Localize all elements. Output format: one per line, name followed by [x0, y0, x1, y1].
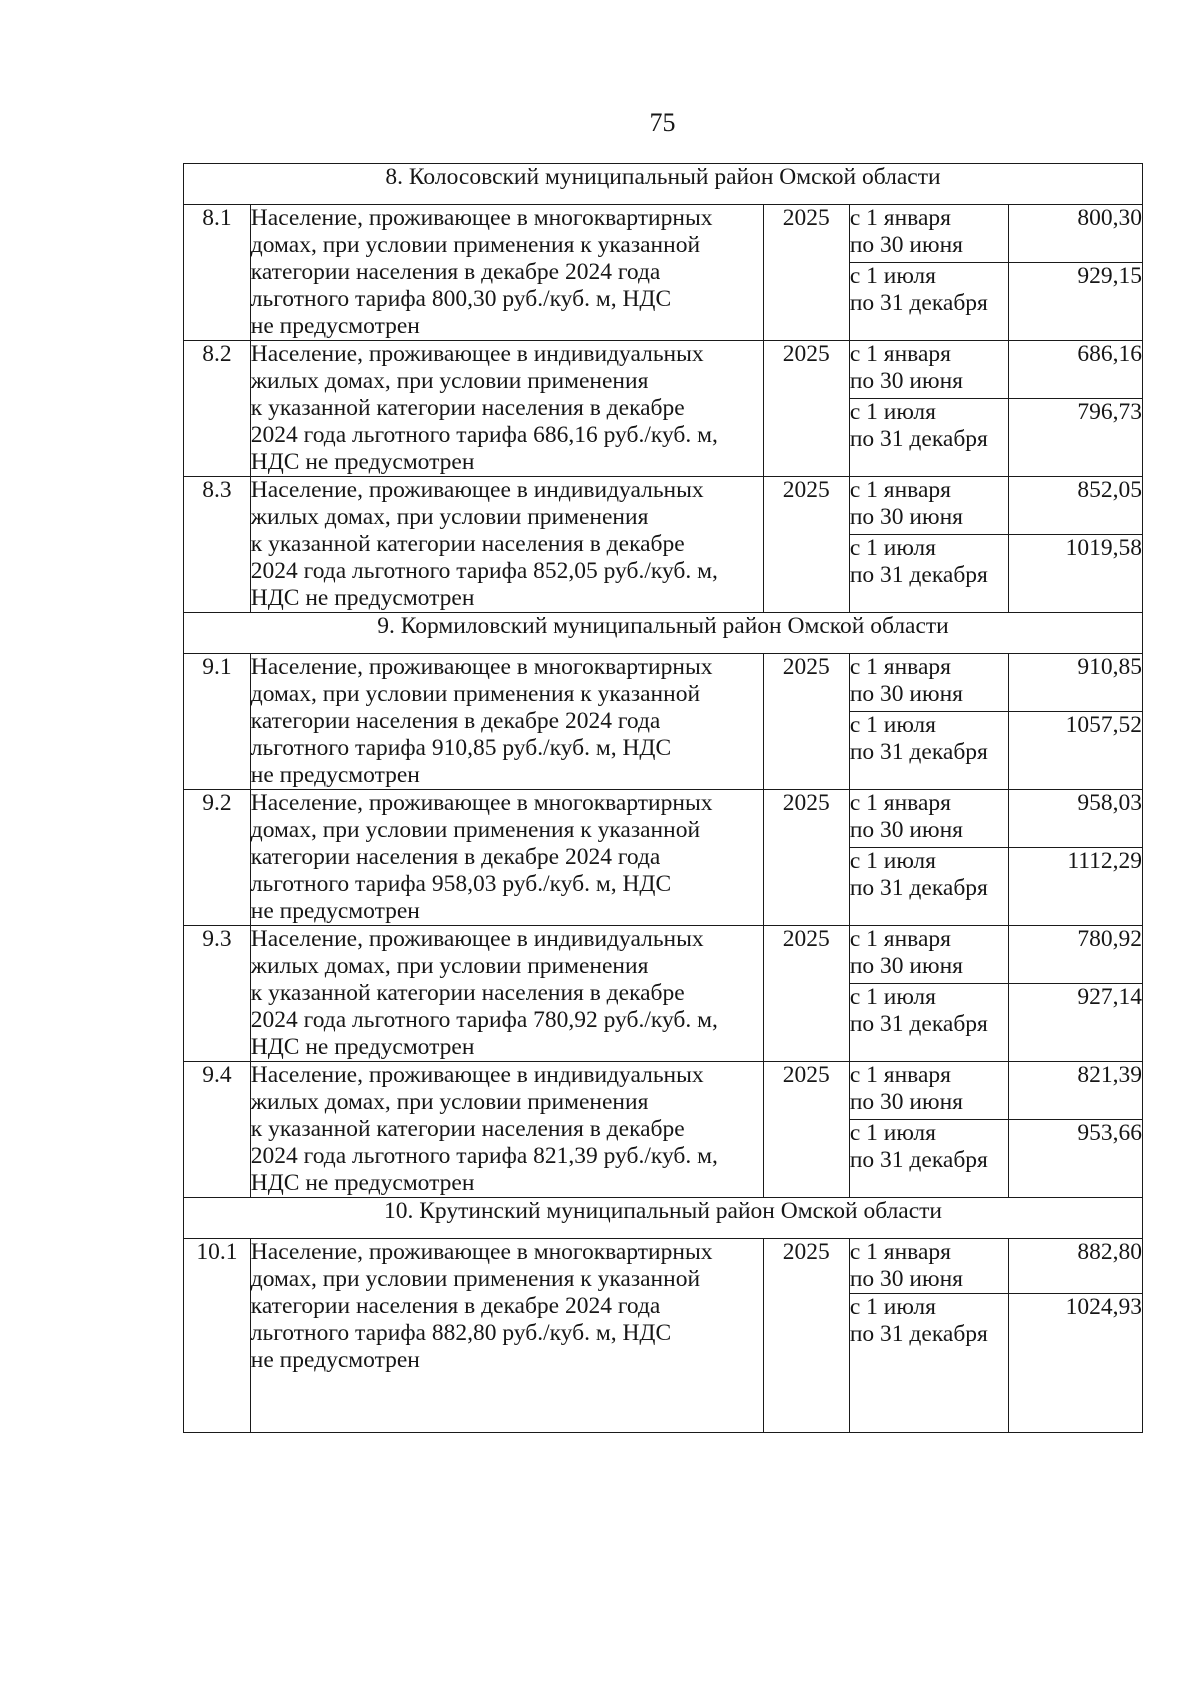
row-number: 8.1 — [184, 205, 251, 341]
tariff-table — [183, 163, 1143, 1433]
period-from: с 1 января — [849, 341, 951, 367]
tariff-value: 910,85 — [1009, 654, 1143, 712]
description-line: Население, проживающее в многоквартирных — [250, 790, 713, 816]
description-line: 2024 года льготного тарифа 821,39 руб./куб. м, — [250, 1143, 718, 1169]
row-year: 2025 — [763, 790, 849, 926]
section-header-row — [184, 1198, 1143, 1239]
period-from: с 1 января — [849, 654, 951, 680]
description-line: домах, при условии применения к указанной — [250, 681, 701, 707]
period-from: с 1 июля — [849, 1119, 936, 1146]
description-line: НДС не предусмотрен — [250, 585, 475, 611]
period-from: с 1 января — [849, 926, 951, 952]
row-number: 10.1 — [184, 1239, 251, 1433]
row-description — [250, 341, 763, 477]
tariff-value: 852,05 — [1009, 477, 1143, 535]
period-from: с 1 июля — [849, 398, 936, 425]
tariff-value: 953,66 — [1009, 1119, 1143, 1197]
tariff-value: 927,14 — [1009, 983, 1143, 1061]
row-description — [250, 926, 763, 1062]
description-line: льготного тарифа 882,80 руб./куб. м, НДС — [250, 1320, 672, 1346]
period-first-half — [849, 1239, 1008, 1294]
row-description — [250, 790, 763, 926]
period-to: по 30 июня — [849, 368, 963, 394]
period-to: по 30 июня — [849, 1089, 963, 1115]
description-line: Население, проживающее в индивидуальных — [250, 341, 704, 367]
period-to: по 30 июня — [849, 953, 963, 979]
description-line: НДС не предусмотрен — [250, 1170, 475, 1196]
row-number: 9.3 — [184, 926, 251, 1062]
tariff-value: 800,30 — [1009, 205, 1143, 263]
row-year: 2025 — [763, 1062, 849, 1198]
tariff-table-body — [184, 164, 1143, 1433]
period-to: по 30 июня — [849, 1266, 963, 1292]
row-year: 2025 — [763, 205, 849, 341]
period-to: по 31 декабря — [849, 1010, 988, 1037]
tariff-value: 686,16 — [1009, 341, 1143, 399]
description-line: к указанной категории населения в декабре — [250, 531, 685, 557]
period-from: с 1 июля — [849, 1294, 936, 1320]
period-from: с 1 января — [849, 205, 951, 231]
description-line: 2024 года льготного тарифа 780,92 руб./куб. м, — [250, 1007, 718, 1033]
tariff-value: 1057,52 — [1009, 711, 1143, 789]
description-line: категории населения в декабре 2024 года — [250, 708, 661, 734]
row-description — [250, 477, 763, 613]
section-title: 9. Кормиловский муниципальный район Омской области — [184, 613, 1143, 654]
row-description — [250, 654, 763, 790]
description-line: к указанной категории населения в декабре — [250, 980, 685, 1006]
table-row — [184, 926, 1143, 984]
tariff-value: 1019,58 — [1009, 534, 1143, 612]
period-from: с 1 января — [849, 1062, 951, 1088]
description-line: категории населения в декабре 2024 года — [250, 844, 661, 870]
section-title: 8. Колосовский муниципальный район Омской области — [184, 164, 1143, 205]
table-row — [184, 205, 1143, 263]
row-year: 2025 — [763, 654, 849, 790]
row-year: 2025 — [763, 341, 849, 477]
period-to: по 31 декабря — [849, 289, 988, 316]
period-from: с 1 января — [849, 790, 951, 816]
description-line: Население, проживающее в многоквартирных — [250, 654, 713, 680]
period-first-half — [849, 341, 1008, 399]
description-line: к указанной категории населения в декабре — [250, 395, 685, 421]
period-second-half — [849, 1119, 1008, 1197]
period-from: с 1 июля — [849, 983, 936, 1010]
table-row — [184, 790, 1143, 848]
period-first-half — [849, 205, 1008, 263]
row-year: 2025 — [763, 477, 849, 613]
period-to: по 31 декабря — [849, 874, 988, 901]
table-row — [184, 654, 1143, 712]
period-second-half — [849, 847, 1008, 925]
description-line: жилых домах, при условии применения — [250, 504, 649, 530]
section-header-row — [184, 613, 1143, 654]
tariff-value: 821,39 — [1009, 1062, 1143, 1120]
description-line: Население, проживающее в индивидуальных — [250, 477, 704, 503]
table-row — [184, 477, 1143, 535]
row-description — [250, 1239, 763, 1433]
period-first-half — [849, 654, 1008, 712]
period-second-half — [849, 398, 1008, 476]
description-line: Население, проживающее в индивидуальных — [250, 1062, 704, 1088]
tariff-value: 929,15 — [1009, 262, 1143, 340]
period-to: по 30 июня — [849, 681, 963, 707]
description-line: льготного тарифа 800,30 руб./куб. м, НДС — [250, 286, 672, 312]
description-line: Население, проживающее в многоквартирных — [250, 205, 713, 231]
period-from: с 1 июля — [849, 847, 936, 874]
period-from: с 1 июля — [849, 262, 936, 289]
period-from: с 1 января — [849, 1239, 951, 1265]
description-line: льготного тарифа 958,03 руб./куб. м, НДС — [250, 871, 672, 897]
row-number: 9.2 — [184, 790, 251, 926]
period-second-half — [849, 534, 1008, 612]
row-number: 9.1 — [184, 654, 251, 790]
description-line: льготного тарифа 910,85 руб./куб. м, НДС — [250, 735, 672, 761]
table-row — [184, 1239, 1143, 1294]
period-to: по 31 декабря — [849, 561, 988, 588]
description-line: не предусмотрен — [250, 898, 420, 924]
period-from: с 1 июля — [849, 711, 936, 738]
period-from: с 1 января — [849, 477, 951, 503]
period-to: по 31 декабря — [849, 425, 988, 452]
row-description — [250, 1062, 763, 1198]
tariff-value: 1112,29 — [1009, 847, 1143, 925]
tariff-value: 796,73 — [1009, 398, 1143, 476]
tariff-value: 1024,93 — [1009, 1294, 1143, 1433]
description-line: категории населения в декабре 2024 года — [250, 1293, 661, 1319]
table-row — [184, 1062, 1143, 1120]
description-line: не предусмотрен — [250, 1347, 420, 1373]
period-second-half — [849, 983, 1008, 1061]
period-to: по 30 июня — [849, 232, 963, 258]
period-first-half — [849, 790, 1008, 848]
period-first-half — [849, 926, 1008, 984]
description-line: 2024 года льготного тарифа 686,16 руб./куб. м, — [250, 422, 718, 448]
description-line: жилых домах, при условии применения — [250, 953, 649, 979]
description-line: категории населения в декабре 2024 года — [250, 259, 661, 285]
row-number: 8.2 — [184, 341, 251, 477]
description-line: жилых домах, при условии применения — [250, 1089, 649, 1115]
description-line: домах, при условии применения к указанной — [250, 1266, 701, 1292]
description-line: домах, при условии применения к указанной — [250, 232, 701, 258]
row-year: 2025 — [763, 926, 849, 1062]
period-second-half — [849, 262, 1008, 340]
period-second-half — [849, 1294, 1008, 1433]
description-line: домах, при условии применения к указанной — [250, 817, 701, 843]
period-second-half — [849, 711, 1008, 789]
period-to: по 30 июня — [849, 504, 963, 530]
description-line: 2024 года льготного тарифа 852,05 руб./куб. м, — [250, 558, 718, 584]
tariff-value: 882,80 — [1009, 1239, 1143, 1294]
period-first-half — [849, 477, 1008, 535]
row-description — [250, 205, 763, 341]
section-header-row — [184, 164, 1143, 205]
row-year: 2025 — [763, 1239, 849, 1433]
row-number: 9.4 — [184, 1062, 251, 1198]
description-line: НДС не предусмотрен — [250, 449, 475, 475]
period-to: по 31 декабря — [849, 1321, 988, 1347]
period-from: с 1 июля — [849, 534, 936, 561]
tariff-value: 958,03 — [1009, 790, 1143, 848]
table-row — [184, 341, 1143, 399]
description-line: жилых домах, при условии применения — [250, 368, 649, 394]
description-line: НДС не предусмотрен — [250, 1034, 475, 1060]
page-number: 75 — [649, 108, 676, 137]
description-line: Население, проживающее в индивидуальных — [250, 926, 704, 952]
period-to: по 31 декабря — [849, 1146, 988, 1173]
description-line: к указанной категории населения в декабре — [250, 1116, 685, 1142]
row-number: 8.3 — [184, 477, 251, 613]
description-line: Население, проживающее в многоквартирных — [250, 1239, 713, 1265]
description-line: не предусмотрен — [250, 313, 420, 339]
section-title: 10. Крутинский муниципальный район Омской области — [184, 1198, 1143, 1239]
description-line: не предусмотрен — [250, 762, 420, 788]
period-to: по 30 июня — [849, 817, 963, 843]
tariff-value: 780,92 — [1009, 926, 1143, 984]
period-to: по 31 декабря — [849, 738, 988, 765]
period-first-half — [849, 1062, 1008, 1120]
